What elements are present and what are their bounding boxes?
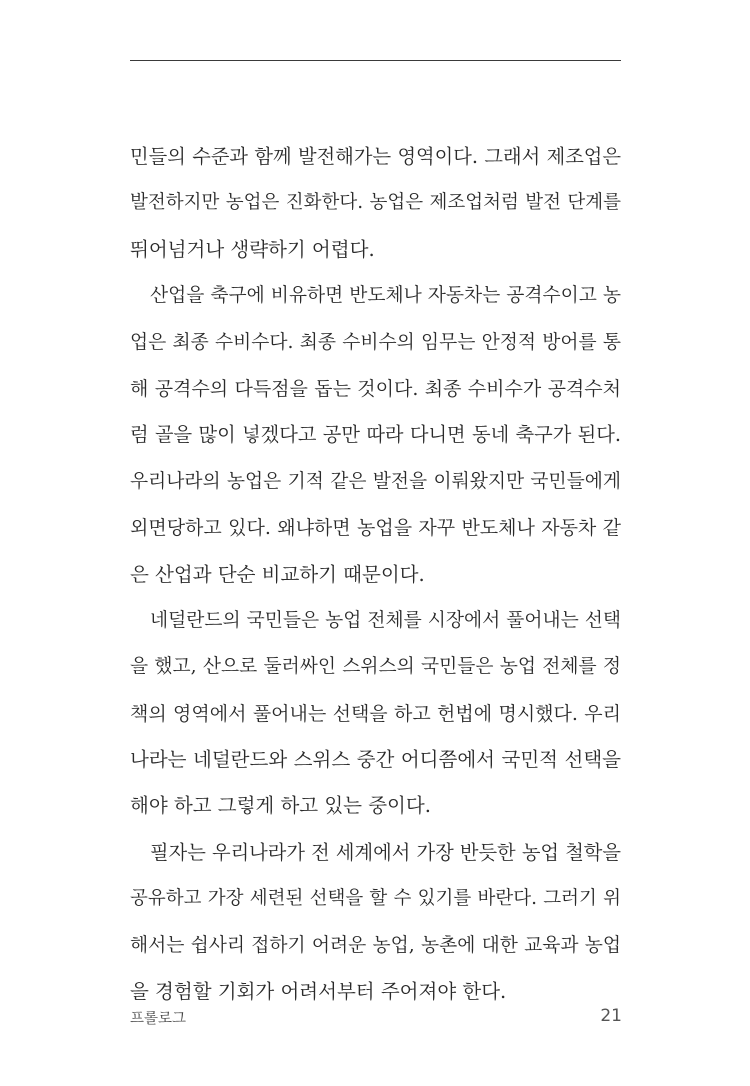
text-line: 발전하지만 농업은 진화한다. 농업은 제조업처럼 발전 단계를 [130,192,621,214]
text-line: 공유하고 가장 세련된 선택을 할 수 있기를 바란다. 그러기 위 [130,888,621,910]
paragraph-2 [130,273,621,598]
text-line: 책의 영역에서 풀어내는 선택을 하고 헌법에 명시했다. 우리 [130,702,621,725]
running-footer: 프롤로그 [130,1011,187,1027]
text-line: 뛰어넘거나 생략하기 어렵다. [130,237,375,261]
header-rule [130,60,621,61]
text-line: 민들의 수준과 함께 발전해가는 영역이다. 그래서 제조업은 [130,145,621,168]
page-number: 21 [600,1006,622,1026]
text-line: 은 산업과 단순 비교하기 때문이다. [130,562,425,586]
paragraph-1 [130,134,621,273]
text-line: 을 했고, 산으로 둘러싸인 스위스의 국민들은 농업 전체를 정 [130,656,621,678]
text-line: 네덜란드의 국민들은 농업 전체를 시장에서 풀어내는 선택 [150,609,621,631]
text-line: 업은 최종 수비수다. 최종 수비수의 임무는 안정적 방어를 통 [130,331,621,353]
text-line: 해서는 쉽사리 접하기 어려운 농업, 농촌에 대한 교육과 농업 [130,934,621,956]
body-text [130,134,621,1015]
text-line: 필자는 우리나라가 전 세계에서 가장 반듯한 농업 철학을 [150,840,621,864]
text-line: 해야 하고 그렇게 하고 있는 중이다. [130,794,431,818]
text-line: 산업을 축구에 비유하면 반도체나 자동차는 공격수이고 농 [150,285,621,307]
paragraph-4 [130,830,621,1016]
text-line: 을 경험할 기회가 어려서부터 주어져야 한다. [130,980,507,1004]
text-line: 럼 골을 많이 넣겠다고 공만 따라 다니면 동네 축구가 된다. [130,423,621,447]
text-line: 외면당하고 있다. 왜냐하면 농업을 자꾸 반도체나 자동차 같 [130,517,621,540]
text-line: 나라는 네덜란드와 스위스 중간 어디쯤에서 국민적 선택을 [130,748,621,772]
text-line: 해 공격수의 다득점을 돕는 것이다. 최종 수비수가 공격수처 [130,377,621,400]
text-line: 우리나라의 농업은 기적 같은 발전을 이뤄왔지만 국민들에게 [130,470,621,492]
paragraph-3 [130,598,621,830]
